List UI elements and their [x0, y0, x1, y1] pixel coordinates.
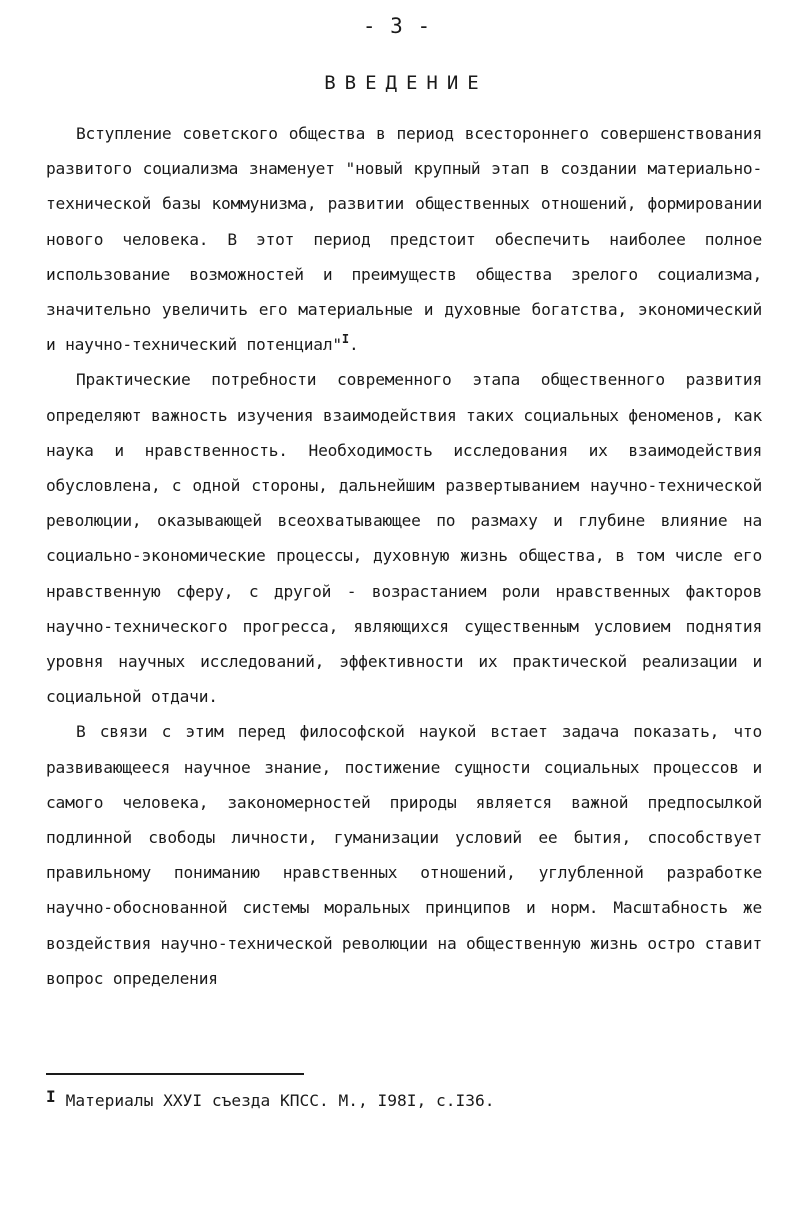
footnote-reference[interactable]: I — [341, 332, 349, 347]
paragraph-1 — [46, 116, 762, 362]
paragraph-2: Практические потребности современного этапа общественного развития определяют важность изучения взаимодействия таких социальных феноменов, как наука и нравственность. Необходимость исследования их взаимодействия обусловлена, с одной стороны, дальнейшим развертыванием научно-технической революции, оказывающей всеохватывающее по размаху и глубине влияние на социально-экономические процессы, духовную жизнь общества, в том числе его нравственную сферу, с другой - возрастанием роли нравственных факторов научно-технического прогресса, являющихся существенным условием поднятия уровня научных исследований, эффективности их практической реализации и социальной отдачи. — [46, 370, 762, 707]
section-heading: ВВЕДЕНИЕ — [324, 72, 488, 94]
footnote-number: I — [46, 1087, 56, 1106]
paragraph-1-end: . — [348, 335, 359, 355]
paragraph-3: В связи с этим перед философской наукой встает задача показать, что развивающееся научное знание, постижение сущности социальных процессов и самого человека, закономерностей природы является важной предпосылкой подлинной свободы личности, гуманизации условий ее бытия, способствует правильному пониманию нравственных отношений, углубленной разработке научно-обоснованной системы моральных принципов и норм. Масштабность же воздействия научно-технической революции на общественную жизнь остро ставит вопрос определения — [46, 722, 762, 988]
paragraph-1-text: Вступление советского общества в период всестороннего совершенствования развитого социализма знаменует "новый крупный этап в создании материально-технической базы коммунизма, развитии общественных отношений, формировании нового человека. В этот период предстоит обеспечить наиболее полное использование возможностей и преимуществ общества зрелого социализма, значительно увеличить его материальные и духовные богатства, экономический и научно-технический потенциал" — [46, 124, 762, 355]
page-number: - 3 - — [362, 14, 432, 38]
body-text — [46, 116, 762, 996]
footnote-divider — [46, 1073, 304, 1075]
footnote-text: Материалы XXУI съезда КПСС. М., I98I, с.I36. — [65, 1091, 495, 1110]
footnote — [46, 1086, 746, 1112]
